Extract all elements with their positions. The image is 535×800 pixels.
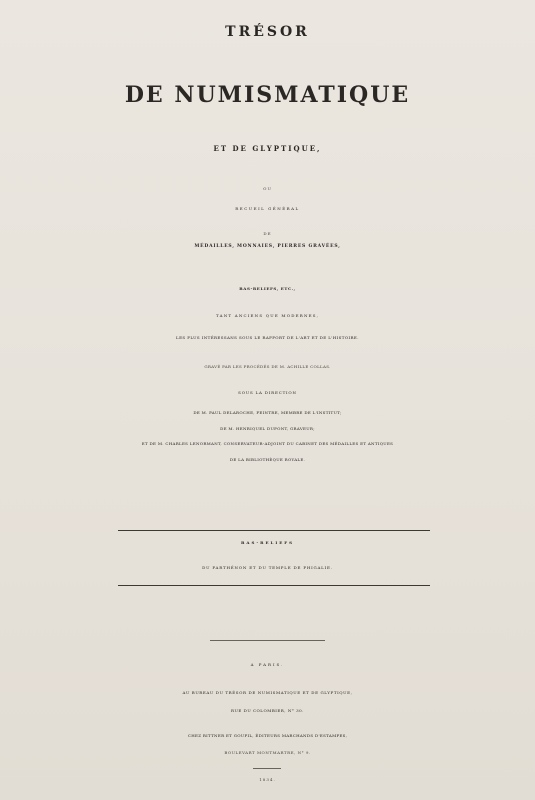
preposition-de: DE (263, 231, 272, 236)
imprint-boulevard: BOULEVART MONTMARTRE, N° 9. (224, 750, 311, 755)
bibliotheque-royale: DE LA BIBLIOTHÈQUE ROYALE. (229, 457, 306, 462)
conjunction-ou: OU (263, 186, 272, 191)
rule-imprint (210, 640, 325, 641)
engraving-credit: GRAVÉ PAR LES PROCÉDÉS DE M. ACHILLE COLLAS. (204, 364, 331, 369)
imprint-city: A PARIS. (250, 662, 285, 667)
volume-subtitle: DU PARTHÉNON ET DU TEMPLE DE PHIGALIE. (202, 565, 333, 570)
rule-bottom (118, 585, 430, 586)
imprint-bureau: AU BUREAU DU TRÉSOR DE NUMISMATIQUE ET DE GLYPTIQUE, (182, 690, 353, 695)
recueil-general: RECUEIL GÉNÉRAL (235, 206, 300, 211)
imprint-address: RUE DU COLOMBIER, N° 30. (231, 708, 304, 713)
medailles-line: MÉDAILLES, MONNAIES, PIERRES GRAVÉES, (194, 244, 341, 249)
plus-interessans-line: LES PLUS INTÉRESSANS SOUS LE RAPPORT DE L'ART ET DE L'HISTOIRE. (176, 335, 359, 340)
director-dupont: DE M. HENRIQUEL DUPONT, GRAVEUR; (220, 426, 315, 431)
director-delaroche: DE M. PAUL DELAROCHE, PEINTRE, MEMBRE DE L'INSTITUT; (193, 410, 342, 415)
imprint-publishers: CHEZ RITTNER ET GOUPIL, ÉDITEURS MARCHANDS D'ESTAMPES, (187, 733, 348, 738)
bas-reliefs-line: BAS-RELIEFS, ETC., (239, 286, 296, 291)
title-line-3: ET DE GLYPTIQUE, (213, 144, 322, 153)
title-line-1: TRÉSOR (225, 24, 310, 40)
director-lenormant: ET DE M. CHARLES LENORMANT, CONSERVATEUR-ADJOINT DU CABINET DES MÉDAILLES ET ANTIQUES (141, 441, 394, 446)
volume-title: BAS-RELIEFS (240, 540, 294, 545)
tant-anciens-line: TANT ANCIENS QUE MODERNES, (215, 313, 320, 318)
publication-year: 1834. (259, 777, 276, 782)
rule-top (118, 530, 430, 531)
direction-heading: SOUS LA DIRECTION (238, 390, 297, 395)
title-line-2: DE NUMISMATIQUE (124, 82, 411, 108)
rule-year (253, 768, 281, 769)
